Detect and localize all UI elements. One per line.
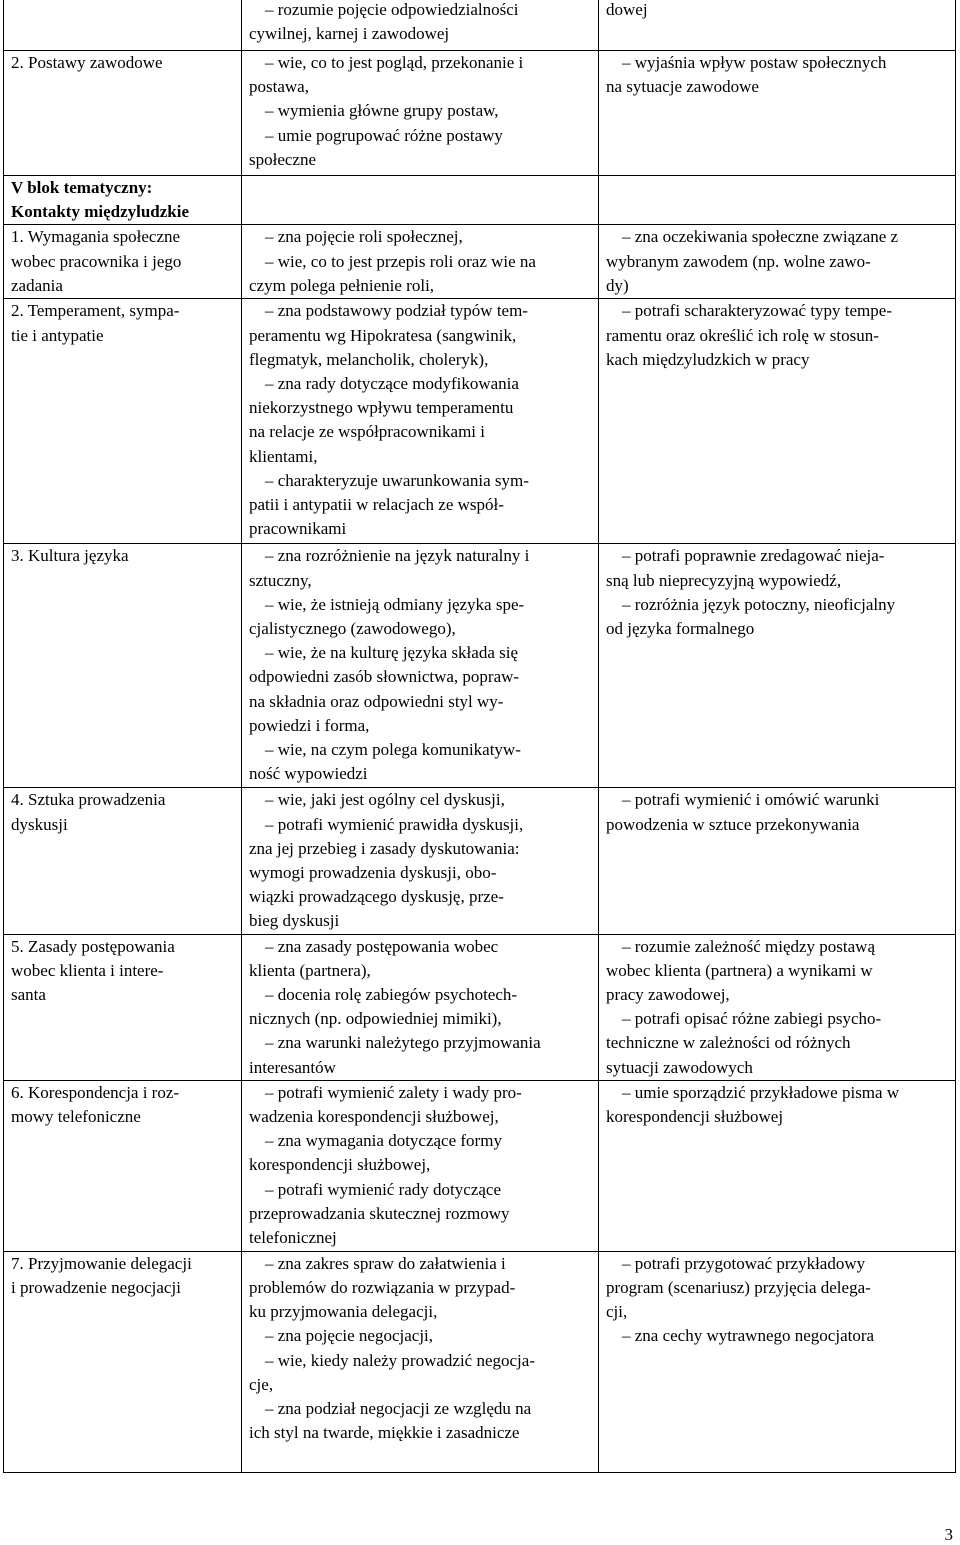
cell-line: zadania xyxy=(11,275,63,295)
block-heading-cell xyxy=(4,176,242,225)
cell-line: – potrafi wymienić zalety i wady pro- xyxy=(265,1082,522,1102)
knowledge-cell xyxy=(242,0,599,51)
knowledge-cell xyxy=(242,51,599,176)
cell-line: – umie sporządzić przykładowe pisma w xyxy=(622,1082,900,1102)
cell-line: – wie, co to jest pogląd, przekonanie i xyxy=(265,53,524,72)
cell-line: 6. Korespondencja i roz- xyxy=(11,1082,180,1102)
cell-line: wybranym zawodem (np. wolne zawo- xyxy=(606,251,871,271)
table-row xyxy=(4,225,956,299)
cell-line: – potrafi wymienić rady dotyczące xyxy=(265,1179,502,1199)
cell-line: korespondencji służbowej xyxy=(606,1107,784,1127)
cell-line: ność wypowiedzi xyxy=(249,764,368,784)
knowledge-cell xyxy=(242,225,599,299)
cell-line: dyskusji xyxy=(11,814,68,834)
skills-cell xyxy=(599,1251,956,1472)
cell-line: – zna rozróżnienie na język naturalny i xyxy=(265,546,530,566)
skills-cell xyxy=(599,0,956,51)
cell-line: sną lub nieprecyzyjną wypowiedź, xyxy=(606,570,842,590)
topic-cell xyxy=(4,1251,242,1472)
cell-line: 4. Sztuka prowadzenia xyxy=(11,790,166,810)
cell-line: wiązki prowadzącego dyskusję, prze- xyxy=(249,887,504,907)
cell-line: peramentu wg Hipokratesa (sangwinik, xyxy=(249,325,517,345)
topic-cell xyxy=(4,788,242,934)
cell-line: – zna rady dotyczące modyfikowania xyxy=(265,374,519,394)
cell-line: 2. Postawy zawodowe xyxy=(11,53,163,72)
block-heading: V blok tematyczny: xyxy=(11,178,153,197)
cell-line: postawa, xyxy=(249,77,309,97)
skills-cell xyxy=(599,51,956,176)
cell-line: – zna oczekiwania społeczne związane z xyxy=(622,227,899,247)
cell-line: – charakteryzuje uwarunkowania sym- xyxy=(265,470,529,490)
cell-line: ich styl na twarde, miękkie i zasadnicze xyxy=(249,1423,520,1443)
page-number: 3 xyxy=(944,1525,953,1544)
table-row xyxy=(4,1080,956,1251)
cell-line: społeczne xyxy=(249,149,317,169)
cell-line: – zna pojęcie negocjacji, xyxy=(265,1326,434,1346)
skills-cell xyxy=(599,544,956,788)
cell-line: – wie, co to jest przepis roli oraz wie na xyxy=(265,251,536,271)
cell-line: – wie, jaki jest ogólny cel dyskusji, xyxy=(265,790,505,810)
cell-line: – docenia rolę zabiegów psychotech- xyxy=(265,985,518,1005)
topic-cell xyxy=(4,0,242,51)
cell-line: cje, xyxy=(249,1374,274,1394)
cell-line: 2. Temperament, sympa- xyxy=(11,301,180,321)
table-row xyxy=(4,544,956,788)
cell-line: dowej xyxy=(606,0,648,19)
cell-line: – wyjaśnia wpływ postaw społecznych xyxy=(622,53,887,72)
knowledge-cell xyxy=(242,176,599,225)
skills-cell xyxy=(599,299,956,544)
skills-cell xyxy=(599,788,956,934)
cell-line: korespondencji służbowej, xyxy=(249,1155,431,1175)
cell-line: – rozróżnia język potoczny, nieoficjalny xyxy=(622,594,896,614)
cell-line: – zna podstawowy podział typów tem- xyxy=(265,301,528,321)
topic-cell xyxy=(4,1080,242,1251)
cell-line: – potrafi opisać różne zabiegi psycho- xyxy=(622,1009,882,1029)
skills-cell xyxy=(599,225,956,299)
cell-line: – potrafi wymienić prawidła dyskusji, xyxy=(265,814,524,834)
cell-line: 5. Zasady postępowania xyxy=(11,936,175,956)
cell-line: na sytuacje zawodowe xyxy=(606,77,759,97)
cell-line: cywilnej, karnej i zawodowej xyxy=(249,24,450,44)
knowledge-cell xyxy=(242,1251,599,1472)
skills-cell xyxy=(599,934,956,1080)
cell-line: – wie, kiedy należy prowadzić negocja- xyxy=(265,1350,535,1370)
cell-line: – wie, że na kulturę języka składa się xyxy=(265,643,519,663)
cell-line: wobec klienta (partnera) a wynikami w xyxy=(606,960,873,980)
cell-line: sztuczny, xyxy=(249,570,312,590)
table-row xyxy=(4,788,956,934)
cell-line: cji, xyxy=(606,1302,628,1322)
cell-line: ramentu oraz określić ich rolę w stosun- xyxy=(606,325,879,345)
knowledge-cell xyxy=(242,544,599,788)
cell-line: 3. Kultura języka xyxy=(11,546,129,566)
cell-line: klientami, xyxy=(249,446,318,466)
knowledge-cell xyxy=(242,1080,599,1251)
topic-cell xyxy=(4,934,242,1080)
cell-line: – zna podział negocjacji ze względu na xyxy=(265,1399,532,1419)
cell-line: wadzenia korespondencji służbowej, xyxy=(249,1107,499,1127)
topic-cell xyxy=(4,299,242,544)
table-row xyxy=(4,176,956,225)
knowledge-cell xyxy=(242,299,599,544)
cell-line: bieg dyskusji xyxy=(249,911,340,931)
cell-line: – zna warunki należytego przyjmowania xyxy=(265,1033,541,1053)
cell-line: – potrafi scharakteryzować typy tempe- xyxy=(622,301,892,321)
cell-line: 1. Wymagania społeczne xyxy=(11,227,181,247)
cell-line: wobec pracownika i jego xyxy=(11,251,182,271)
cell-line: – potrafi wymienić i omówić warunki xyxy=(622,790,880,810)
cell-line: nicznych (np. odpowiedniej mimiki), xyxy=(249,1009,502,1029)
cell-line: pracy zawodowej, xyxy=(606,985,730,1005)
table-row xyxy=(4,299,956,544)
cell-line: tie i antypatie xyxy=(11,325,104,345)
cell-line: niekorzystnego wpływu temperamentu xyxy=(249,398,514,418)
cell-line: santa xyxy=(11,985,46,1005)
cell-line: – wie, że istnieją odmiany języka spe- xyxy=(265,594,525,614)
topic-cell xyxy=(4,51,242,176)
cell-line: mowy telefoniczne xyxy=(11,1107,141,1127)
cell-line: – zna wymagania dotyczące formy xyxy=(265,1131,502,1151)
cell-line: – zna cechy wytrawnego negocjatora xyxy=(622,1326,875,1346)
table-row xyxy=(4,0,956,51)
cell-line: powiedzi i forma, xyxy=(249,715,370,735)
cell-line: sytuacji zawodowych xyxy=(606,1057,753,1077)
block-heading: Kontakty międzyludzkie xyxy=(11,202,190,222)
cell-line: wymogi prowadzenia dyskusji, obo- xyxy=(249,863,497,883)
cell-line: i prowadzenie negocjacji xyxy=(11,1278,181,1298)
table-row xyxy=(4,934,956,1080)
cell-line: techniczne w zależności od różnych xyxy=(606,1033,851,1053)
cell-line: na relacje ze współpracownikami i xyxy=(249,422,486,442)
table-row xyxy=(4,1251,956,1472)
cell-line: – zna zakres spraw do załatwienia i xyxy=(265,1253,506,1273)
cell-line: – umie pogrupować różne postawy xyxy=(265,125,503,145)
cell-line: pracownikami xyxy=(249,519,347,539)
cell-line: – potrafi poprawnie zredagować nieja- xyxy=(622,546,885,566)
topic-cell xyxy=(4,544,242,788)
cell-line: – wie, na czym polega komunikatyw- xyxy=(265,740,521,760)
cell-line: wobec klienta i intere- xyxy=(11,960,164,980)
knowledge-cell xyxy=(242,934,599,1080)
cell-line: kach międzyludzkich w pracy xyxy=(606,349,810,369)
cell-line: patii i antypatii w relacjach ze współ- xyxy=(249,495,504,515)
cell-line: – potrafi przygotować przykładowy xyxy=(622,1253,866,1273)
topic-cell xyxy=(4,225,242,299)
cell-line: – zna pojęcie roli społecznej, xyxy=(265,227,463,247)
cell-line: powodzenia w sztuce przekonywania xyxy=(606,814,860,834)
curriculum-table xyxy=(3,0,956,1473)
cell-line: 7. Przyjmowanie delegacji xyxy=(11,1253,192,1273)
cell-line: – zna zasady postępowania wobec xyxy=(265,936,499,956)
cell-line: – rozumie zależność między postawą xyxy=(622,936,876,956)
cell-line: flegmatyk, melancholik, choleryk), xyxy=(249,349,489,369)
cell-line: zna jej przebieg i zasady dyskutowania: xyxy=(249,838,520,858)
cell-line: telefonicznej xyxy=(249,1228,337,1248)
cell-line: na składnia oraz odpowiedni styl wy- xyxy=(249,691,504,711)
cell-line: od języka formalnego xyxy=(606,619,755,639)
cell-line: interesantów xyxy=(249,1057,336,1077)
skills-cell xyxy=(599,176,956,225)
cell-line: klienta (partnera), xyxy=(249,960,371,980)
skills-cell xyxy=(599,1080,956,1251)
cell-line: ku przyjmowania delegacji, xyxy=(249,1302,438,1322)
cell-line: cjalistycznego (zawodowego), xyxy=(249,619,456,639)
knowledge-cell xyxy=(242,788,599,934)
cell-line: przeprowadzania skutecznej rozmowy xyxy=(249,1203,510,1223)
cell-line: – rozumie pojęcie odpowiedzialności xyxy=(265,0,519,19)
cell-line: odpowiedni zasób słownictwa, popraw- xyxy=(249,667,520,687)
cell-line: czym polega pełnienie roli, xyxy=(249,275,435,295)
cell-line: problemów do rozwiązania w przypad- xyxy=(249,1278,516,1298)
table-row xyxy=(4,51,956,176)
cell-line: dy) xyxy=(606,275,629,295)
cell-line: program (scenariusz) przyjęcia delega- xyxy=(606,1278,871,1298)
cell-line: – wymienia główne grupy postaw, xyxy=(265,101,499,121)
